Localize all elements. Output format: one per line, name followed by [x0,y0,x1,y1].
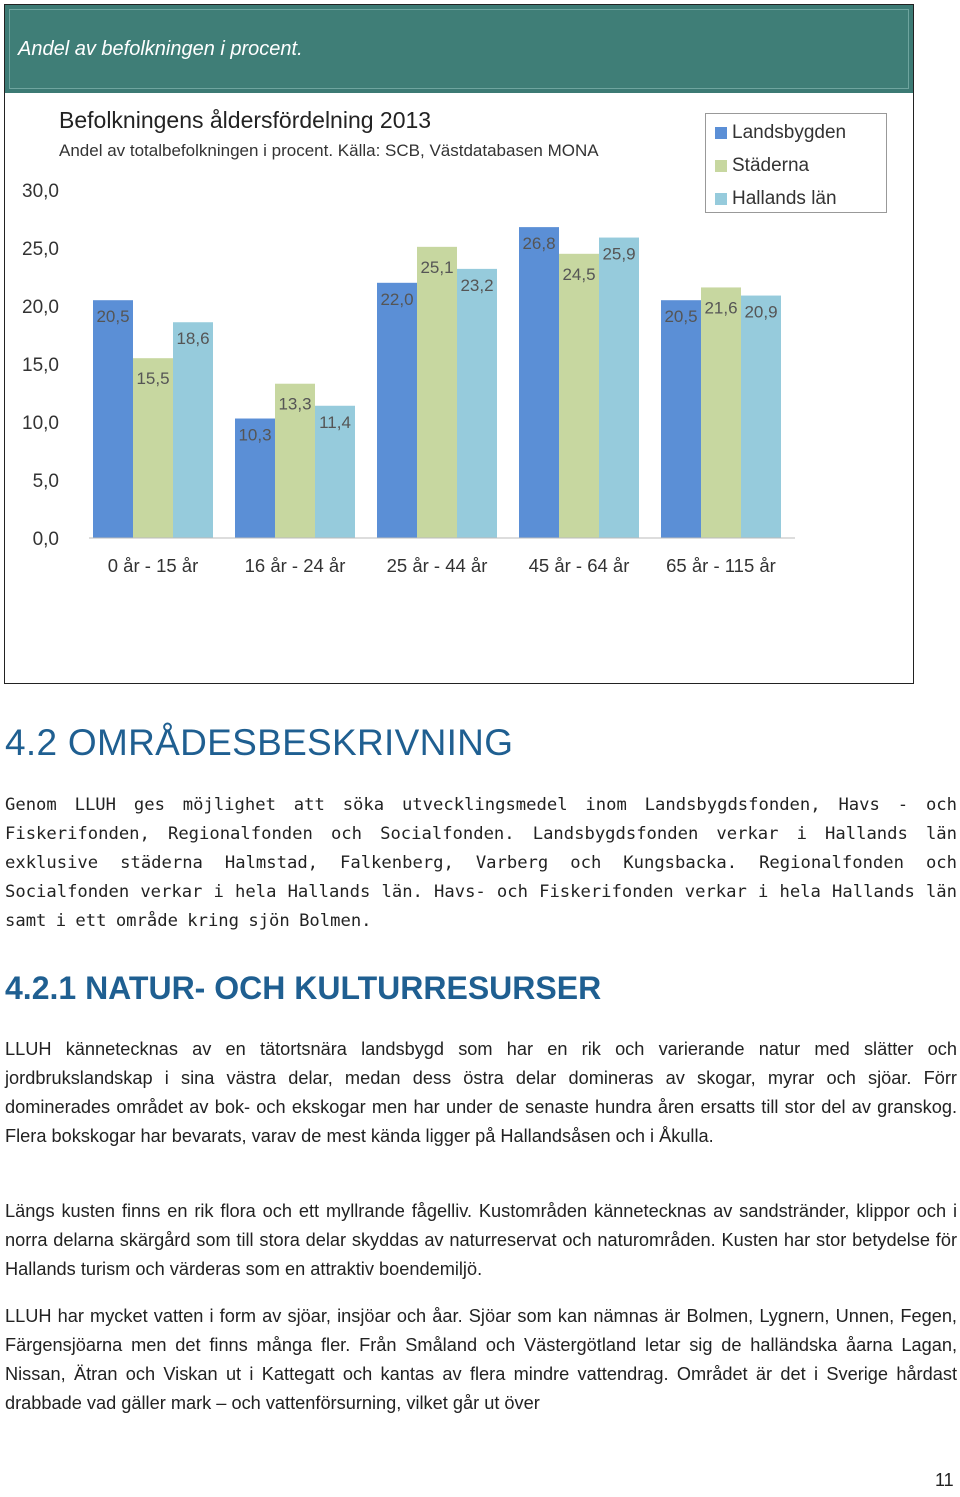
legend-label: Landsbygden [732,122,847,143]
bar [377,283,417,538]
bar-data-label: 13,3 [278,394,312,414]
bar-data-label: 22,0 [380,289,414,309]
x-tick-label: 45 år - 64 år [528,555,630,576]
y-tick-label: 10,0 [22,413,59,434]
y-axis [22,181,59,550]
chart-header-text: Andel av befolkningen i procent. [18,38,303,60]
bar-data-label: 20,5 [664,307,698,327]
bar [661,300,701,538]
chart-subtitle: Andel av totalbefolkningen i procent. Källa: SCB, Västdatabasen MONA [59,141,599,160]
x-tick-label: 65 år - 115 år [666,555,776,576]
bar-data-label: 11,4 [319,412,351,432]
legend-swatch [715,127,727,139]
y-tick-label: 25,0 [22,239,59,260]
y-tick-label: 0,0 [32,529,59,550]
legend-label: Hallands län [732,188,837,209]
subsection-heading: 4.2.1 NATUR- OCH KULTURRESURSER [5,970,602,1006]
y-tick-label: 30,0 [22,181,59,202]
bar [173,322,213,538]
bar-data-label: 25,9 [602,244,636,264]
bar-data-label: 18,6 [176,329,210,349]
bar-data-label: 24,5 [562,264,596,284]
section-heading: 4.2 OMRÅDESBESKRIVNING [5,722,514,763]
body-paragraph-2: Längs kusten finns en rik flora och ett myllrande fågelliv. Kustområden kännetecknas av sandstränder, klippor och i norra delarna skärgård som till stora delar skyddas av naturreservat och naturområden. Kusten har stor betydelse för Hallands turism och värderas som en attraktiv boendemiljö. [5,1201,957,1280]
legend-item-hallands-lan [732,188,837,210]
x-tick-label: 0 år - 15 år [107,555,199,576]
bar [741,296,781,538]
bar-data-label: 20,5 [96,307,130,327]
legend-swatch [715,160,727,172]
x-axis [89,538,795,576]
bar [417,247,457,538]
bar-chart [5,5,911,681]
bar-data-label: 20,9 [744,302,778,322]
page-number: 11 [935,1470,954,1490]
chart-legend [705,113,887,213]
y-tick-label: 5,0 [32,471,59,492]
y-tick-label: 20,0 [22,297,59,318]
x-tick-label: 25 år - 44 år [386,555,488,576]
bar [93,300,133,538]
bar-data-label: 15,5 [136,369,170,389]
bar [599,238,639,538]
bar-data-label: 25,1 [420,257,454,277]
bar [519,227,559,538]
bar-data-label: 23,2 [460,275,494,295]
body-paragraph-3: LLUH har mycket vatten i form av sjöar, insjöar och åar. Sjöar som kan nämnas är Bolmen, Lygnern, Unnen, Fegen, Färgensjöarna men det finns många fler. Från Småland och Västergötland letar sig de halländska åarna Lagan, Nissan, Ätran och Viskan ut i Kattegatt och kantas av flera mindre vattendrag. Området är det i Sverige hårdast drabbade vad gäller mark – och vattenförsurning, vilket går ut över [5,1306,957,1414]
legend-swatch [715,193,727,205]
y-tick-label: 15,0 [22,355,59,376]
body-paragraph-1: LLUH kännetecknas av en tätortsnära landsbygd som har en rik och varierande natur med slätter och jordbrukslandskap i sina västra delar, medan dess östra delar domineras av skogar, myrar och sjöar. Förr dominerades området av bok- och ekskogar men har under de senaste hundra åren ersatts till stor del av granskog. Flera bokskogar har bevarats, varav de mest kända ligger på Hallandsåsen och i Åkulla. [5,1039,957,1147]
bar [701,287,741,538]
bar [559,254,599,538]
x-tick-label: 16 år - 24 år [244,555,346,576]
legend-item-landsbygden [732,122,846,144]
bar-data-label: 21,6 [704,298,738,318]
bar [457,269,497,538]
section-paragraph: Genom LLUH ges möjlighet att söka utvecklingsmedel inom Landsbygdsfonden, Havs - och Fiskerifonden, Regionalfonden och Socialfonden. Landsbygdsfonden verkar i Hallands län exklusive städerna Halmstad, Falkenberg, Varberg och Kungsbacka. Regionalfonden och Socialfonden verkar i hela Hallands län. Havs- och Fiskerifonden verkar i hela Hallands län samt i ett område kring sjön Bolmen. [5,795,957,932]
bar-data-label: 26,8 [522,234,556,254]
legend-item-staderna [732,155,809,177]
legend-label: Städerna [732,155,810,176]
chart-title: Befolkningens åldersfördelning 2013 [59,107,432,133]
chart-frame [4,4,914,684]
bar-data-label: 10,3 [238,425,272,445]
